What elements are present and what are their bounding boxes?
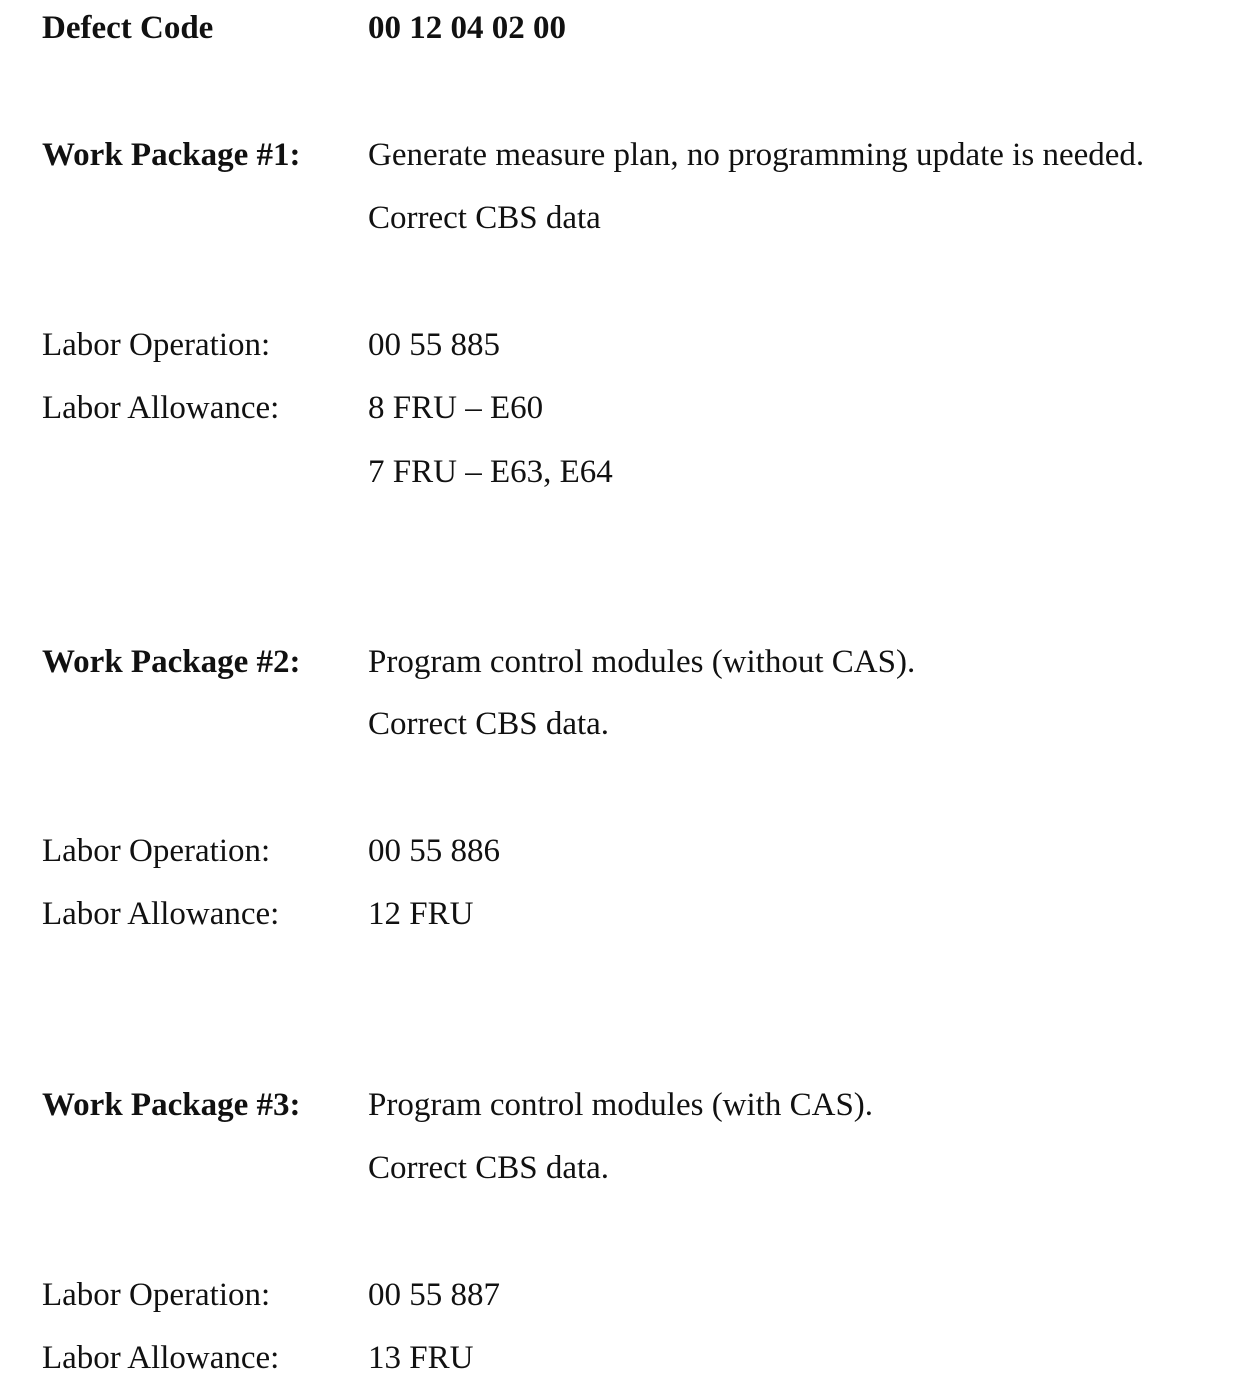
work-package-2-description: Program control modules (without CAS). [368,644,916,680]
labor-allowance-label: Labor Allowance: [42,896,280,932]
work-package-1-labor-operation-row [0,325,1248,365]
work-package-3-description-2: Correct CBS data. [368,1150,610,1186]
work-package-3-title-row [0,1085,1248,1125]
work-package-2-labor-operation-row [0,831,1248,871]
work-package-3-line-2-row [0,1148,1248,1188]
work-package-2-line-2-row [0,704,1248,744]
work-package-1-title-row [0,135,1248,175]
defect-code-row [0,8,1248,48]
defect-code-value: 00 12 04 02 00 [368,10,566,46]
work-package-1-description: Generate measure plan, no programming update is needed. [368,137,1145,173]
labor-operation-value: 00 55 887 [368,1277,500,1313]
labor-allowance-value: 8 FRU – E60 [368,390,544,426]
labor-allowance-value: 12 FRU [368,896,474,932]
labor-allowance-value: 13 FRU [368,1340,474,1376]
labor-allowance-label: Labor Allowance: [42,390,280,426]
work-package-2-title-row [0,642,1248,682]
work-package-2-description-2: Correct CBS data. [368,706,610,742]
work-package-1-description-2: Correct CBS data [368,200,601,236]
labor-operation-label: Labor Operation: [42,1277,271,1313]
labor-allowance-value-2: 7 FRU – E63, E64 [368,454,613,490]
labor-operation-value: 00 55 886 [368,833,500,869]
work-package-2-title: Work Package #2: [42,644,301,680]
work-package-3-description: Program control modules (with CAS). [368,1087,874,1123]
labor-operation-value: 00 55 885 [368,327,500,363]
work-package-2-labor-allowance-row [0,894,1248,934]
defect-code-label: Defect Code [42,10,214,46]
work-package-1-title: Work Package #1: [42,137,301,173]
work-package-3-labor-operation-row [0,1275,1248,1315]
labor-operation-label: Labor Operation: [42,833,271,869]
work-package-3-title: Work Package #3: [42,1087,301,1123]
labor-allowance-label: Labor Allowance: [42,1340,280,1376]
work-package-1-labor-allowance-row-2 [0,452,1248,492]
work-package-3-labor-allowance-row [0,1338,1248,1378]
work-package-1-line-2-row [0,198,1248,238]
work-package-1-labor-allowance-row [0,388,1248,428]
labor-operation-label: Labor Operation: [42,327,271,363]
